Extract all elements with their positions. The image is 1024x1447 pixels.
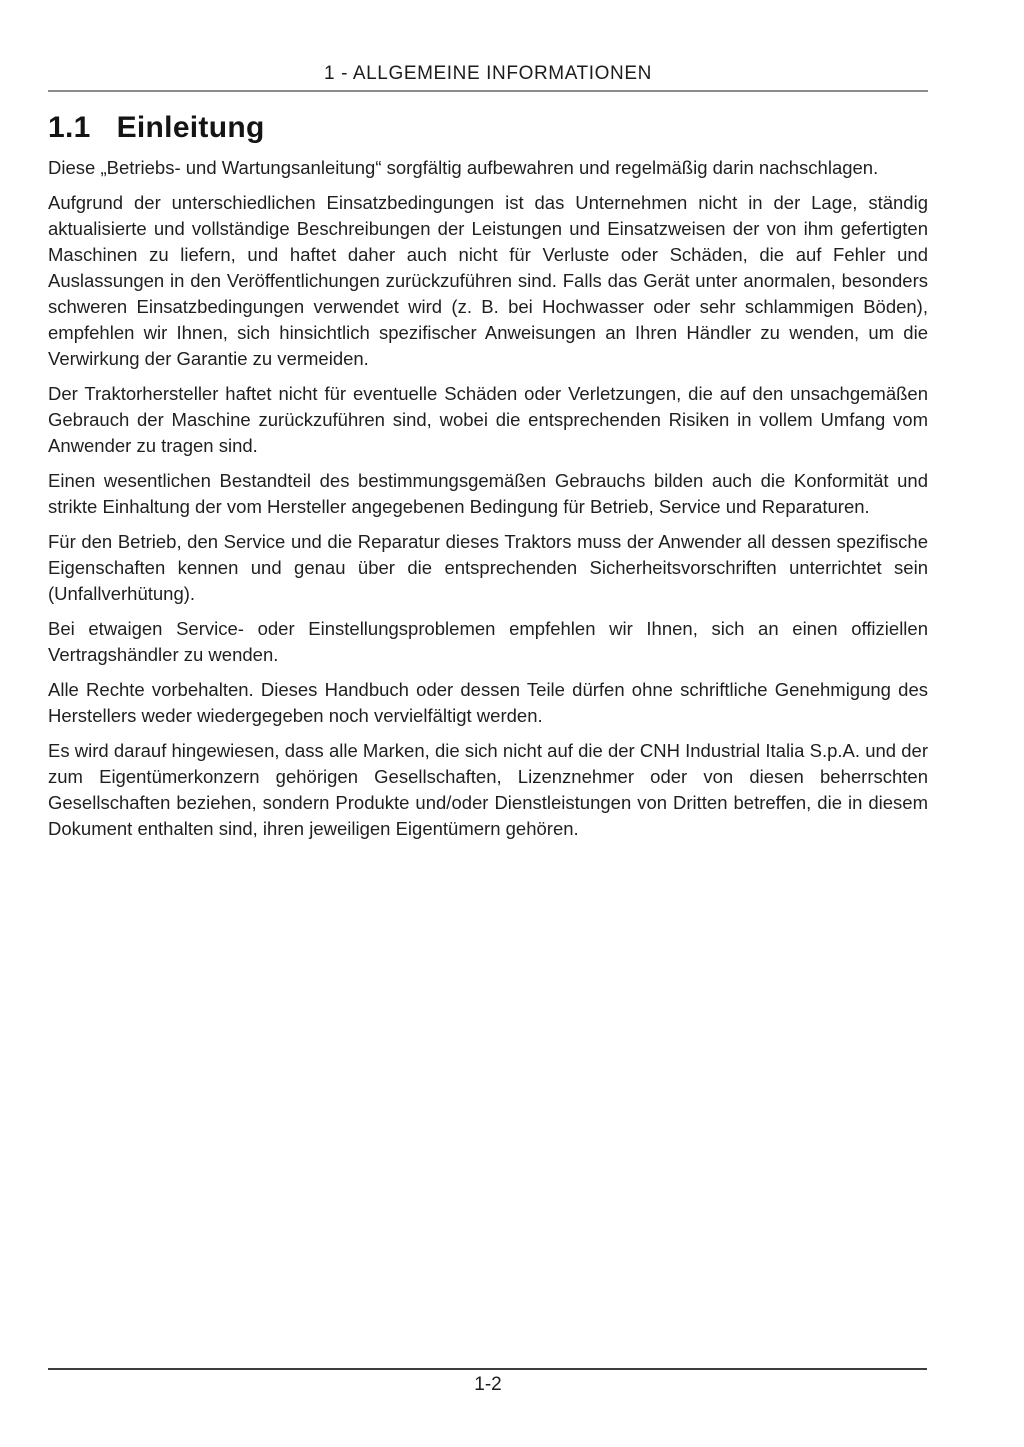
paragraph: Alle Rechte vorbehalten. Dieses Handbuch oder dessen Teile dürfen ohne schriftliche Genehmigung des Herstellers weder wiedergegeben noch vervielfältigt werden. [48,679,928,726]
body-text [48,155,928,851]
paragraph: Aufgrund der unterschiedlichen Einsatzbedingungen ist das Unternehmen nicht in der Lage, ständig aktualisierte und vollständige Beschreibungen der Leistungen und Einsatzweisen der von ihm gefertigten Maschinen zu liefern, und haftet daher auch nicht für Verluste oder Schäden, die auf Fehler und Auslassungen in den Veröffentlichungen zurückzuführen sind. Falls das Gerät unter anormalen, besonders schweren Einsatzbedingungen verwendet wird (z. B. bei Hochwasser oder sehr schlammigen Böden), empfehlen wir Ihnen, sich hinsichtlich spezifischer Anweisungen an Ihren Händler zu wenden, um die Verwirkung der Garantie zu vermeiden. [48,192,928,369]
paragraph: Bei etwaigen Service- oder Einstellungsproblemen empfehlen wir Ihnen, sich an einen offiziellen Vertragshändler zu wenden. [48,618,928,665]
paragraph: Der Traktorhersteller haftet nicht für eventuelle Schäden oder Verletzungen, die auf den unsachgemäßen Gebrauch der Maschine zurückzuführen sind, wobei die entsprechenden Risiken in vollem Umfang vom Anwender zu tragen sind. [48,383,928,456]
section-title: Einleitung [116,111,265,144]
running-header-title: 1 - ALLGEMEINE INFORMATIONEN [324,63,652,84]
paragraph: Es wird darauf hingewiesen, dass alle Marken, die sich nicht auf die der CNH Industrial Italia S.p.A. und der zum Eigentümerkonzern gehörigen Gesellschaften, Lizenznehmer oder von diesen beherrschten Gesellschaften beziehen, sondern Produkte und/oder Dienstleistungen von Dritten betreffen, die in diesem Dokument enthalten sind, ihren jeweiligen Eigentümern gehören. [48,740,928,839]
footer-divider-rule [48,1368,927,1370]
paragraph: Diese „Betriebs- und Wartungsanleitung“ sorgfältig aufbewahren und regelmäßig darin nachschlagen. [48,157,879,178]
page-number: 1-2 [474,1374,502,1395]
paragraph: Für den Betrieb, den Service und die Reparatur dieses Traktors muss der Anwender all dessen spezifische Eigenschaften kennen und genau über die entsprechenden Sicherheitsvorschriften unterrichtet sein (Unfallverhütung). [48,531,928,604]
paragraph: Einen wesentlichen Bestandteil des bestimmungsgemäßen Gebrauchs bilden auch die Konformität und strikte Einhaltung der vom Hersteller angegebenen Bedingung für Betrieb, Service und Reparaturen. [48,470,928,517]
header-divider-rule [48,90,928,92]
section-heading [48,111,265,145]
section-number: 1.1 [48,111,91,144]
